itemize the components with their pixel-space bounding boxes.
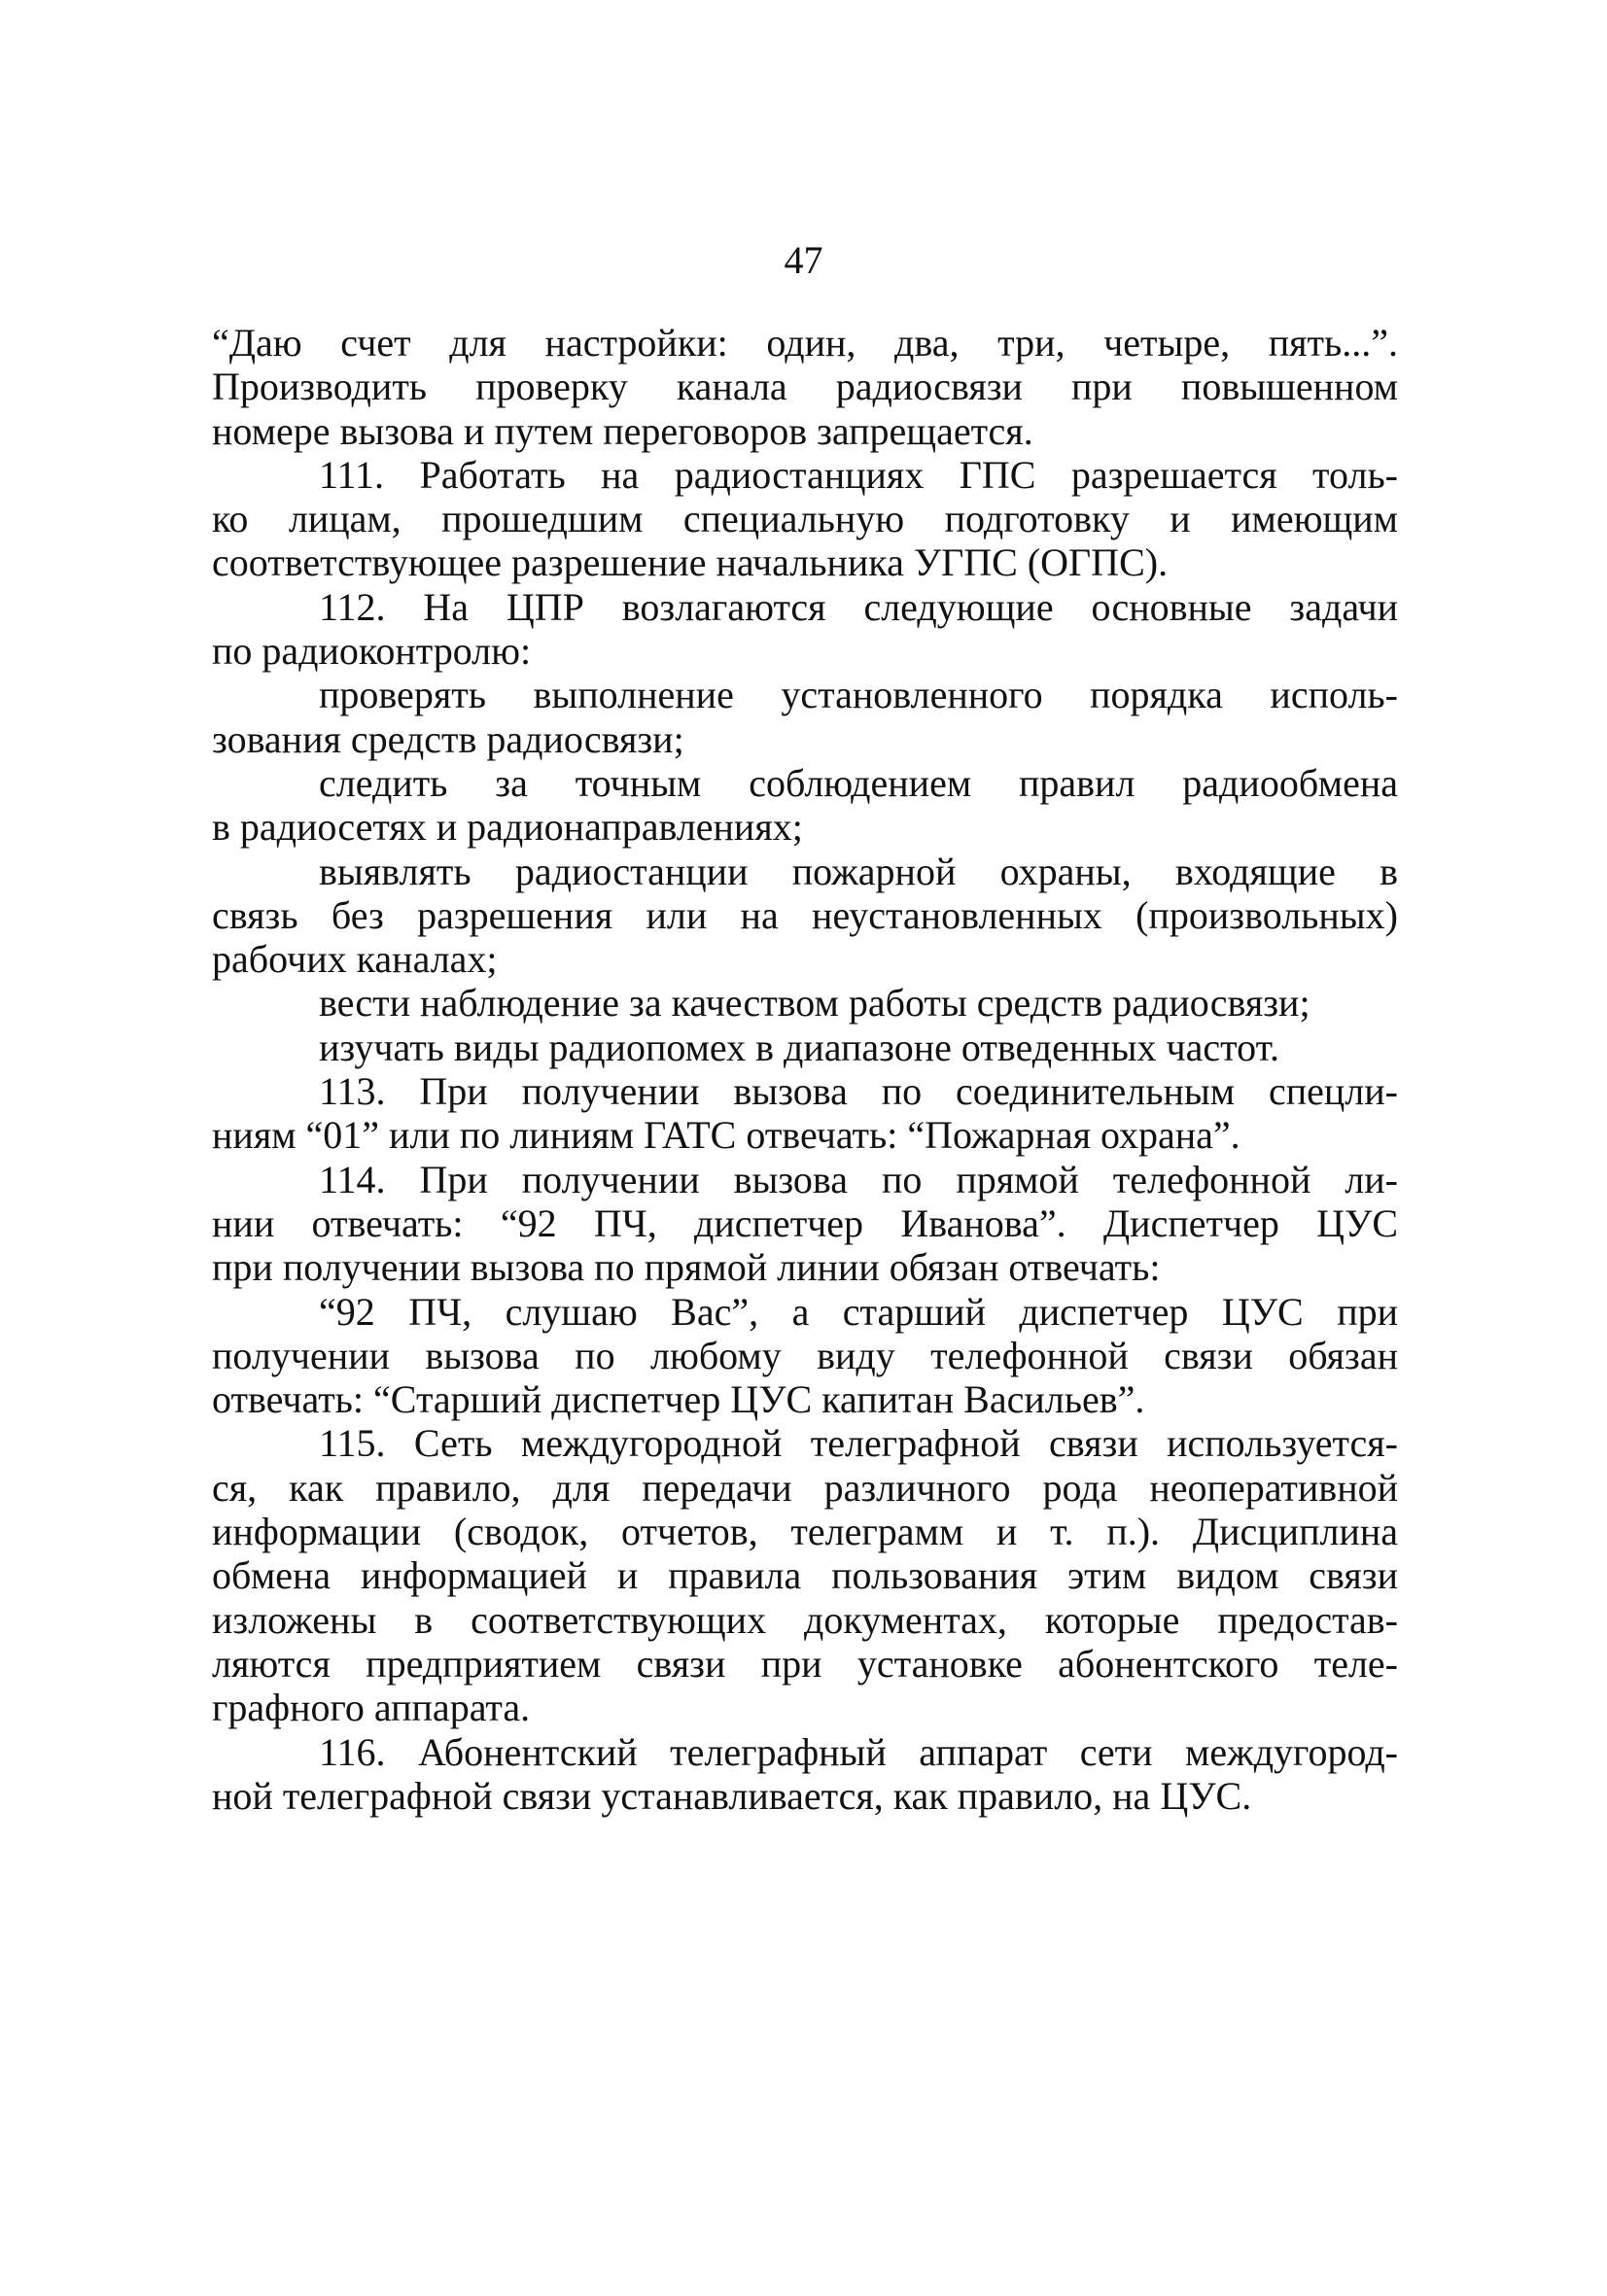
text-line: Производить проверку канала радиосвязи при повышенном [212,365,1398,409]
text-line: связь без разрешения или на неустановленных (произвольных) [212,892,1398,937]
text-line: выявлять радиостанции пожарной охраны, входящие в [319,849,1398,893]
text-line: при получении вызова по прямой линии обязан отвечать: [212,1245,1161,1290]
text-line: графного аппарата. [212,1686,531,1730]
text-line: ко лицам, прошедшим специальную подготовку и имеющим [212,497,1398,541]
text-line: обмена информацией и правила пользования этим видом связи [212,1553,1398,1598]
page-number: 47 [784,238,823,282]
text-line: проверять выполнение установленного порядка исполь- [319,673,1398,717]
text-line: ниям “01” или по линиям ГАТС отвечать: “Пожарная охрана”. [212,1113,1240,1158]
text-line: 112. На ЦПР возлагаются следующие основные задачи [319,584,1398,629]
text-line: изучать виды радиопомех в диапазоне отведенных частот. [319,1025,1280,1069]
text-line: ной телеграфной связи устанавливается, как правило, на ЦУС. [212,1773,1252,1818]
text-line: информации (сводок, отчетов, телеграмм и т. п.). Дисциплина [212,1510,1398,1554]
text-line: вести наблюдение за качеством работы средств радиосвязи; [319,981,1310,1026]
text-line: рабочих каналах; [212,937,498,982]
text-line: 115. Сеть междугородной телеграфной связи используется- [319,1421,1398,1466]
text-line: 116. Абонентский телеграфный аппарат сети междугород- [319,1729,1398,1774]
text-line: “92 ПЧ, слушаю Вас”, а старший диспетчер ЦУС при [319,1289,1398,1334]
text-line: ляются предприятием связи при установке абонентского теле- [212,1641,1398,1686]
text-line: 113. При получении вызова по соединительным спецли- [319,1069,1398,1114]
text-line: зования средств радиосвязи; [212,716,684,761]
text-line: 111. Работать на радиостанциях ГПС разрешается толь- [319,452,1398,497]
text-line: нии отвечать: “92 ПЧ, диспетчер Иванова”. Диспетчер ЦУС [212,1200,1398,1245]
text-line: отвечать: “Старший диспетчер ЦУС капитан Васильев”. [212,1377,1145,1422]
text-line: “Даю счет для настройки: один, два, три, четыре, пять...”. [212,321,1398,365]
text-line: по радиоконтролю: [212,629,532,674]
text-line: номере вызова и путем переговоров запрещается. [212,408,1033,453]
text-line: изложены в соответствующих документах, которые предостав- [212,1597,1398,1642]
text-line: 114. При получении вызова по прямой телефонной ли- [319,1157,1398,1201]
text-line: соответствующее разрешение начальника УГПС (ОГПС). [212,540,1169,585]
text-line: в радиосетях и радионаправлениях; [212,805,803,850]
body-text [212,321,1398,1818]
text-line: получении вызова по любому виду телефонной связи обязан [212,1333,1398,1377]
text-line: ся, как правило, для передачи различного рода неоперативной [212,1465,1398,1510]
text-line: следить за точным соблюдением правил радиообмена [319,760,1398,805]
